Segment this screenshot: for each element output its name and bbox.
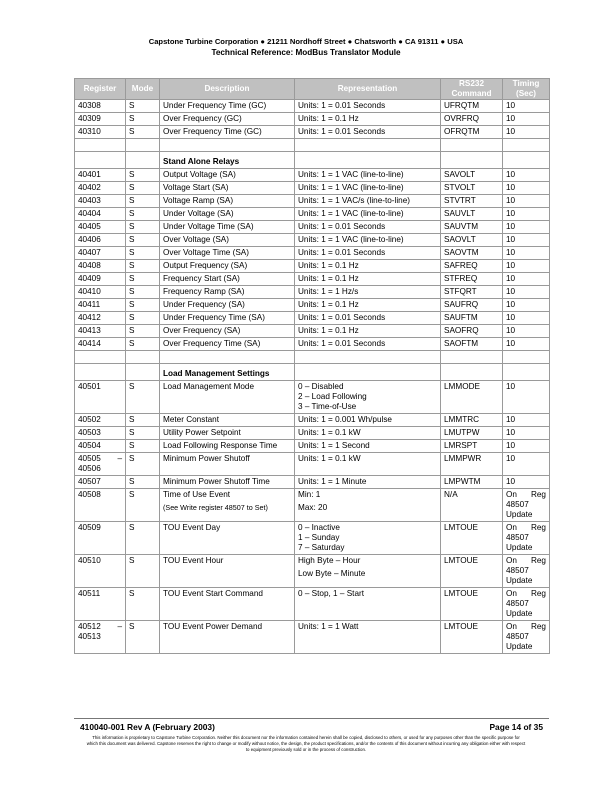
cell-timing: 10 (503, 221, 550, 234)
col-mode: Mode (126, 79, 160, 100)
document-title: Technical Reference: ModBus Translator Module (211, 48, 401, 57)
table-row (75, 312, 550, 325)
cell-command: SAUVTM (441, 221, 503, 234)
cell-register: 40411 (75, 299, 126, 312)
section-row (75, 364, 550, 381)
cell-description: Output Voltage (SA) (160, 169, 295, 182)
cell-register: 40403 (75, 195, 126, 208)
cell-mode: S (126, 312, 160, 325)
section-title: Load Management Settings (160, 364, 295, 381)
cell-timing: 10 (503, 113, 550, 126)
cell-timing: 10 (503, 195, 550, 208)
cell-mode: S (126, 221, 160, 234)
cell-description: Voltage Ramp (SA) (160, 195, 295, 208)
table-row (75, 100, 550, 113)
table-row (75, 338, 550, 351)
table-header-row (75, 79, 550, 100)
cell-command: SAOVTM (441, 247, 503, 260)
table-row: 40507 S Minimum Power Shutoff Time Units: 1 = 1 Minute LMPWTM 10 (75, 476, 550, 489)
cell-representation: Units: 1 = 0.01 Seconds (295, 126, 441, 139)
section-title: Stand Alone Relays (160, 152, 295, 169)
cell-representation: Units: 1 = 0.01 Seconds (295, 312, 441, 325)
cell-timing: 10 (503, 208, 550, 221)
register-table (74, 78, 550, 654)
cell-description: Over Frequency Time (GC) (160, 126, 295, 139)
table-row: 40508 S Time of Use Event (See Write register 48507 to Set) Min: 1 Max: 20 N/A On Reg 48507 Update (75, 489, 550, 522)
cell-representation: Units: 1 = 0.1 Hz (295, 260, 441, 273)
cell-timing: 10 (503, 299, 550, 312)
table-row (75, 195, 550, 208)
cell-timing: 10 (503, 234, 550, 247)
table-row: 40503 S Utility Power Setpoint Units: 1 = 0.1 kW LMUTPW 10 (75, 427, 550, 440)
page-header (0, 37, 612, 59)
cell-description: Output Frequency (SA) (160, 260, 295, 273)
cell-representation: Units: 1 = 1 VAC (line-to-line) (295, 234, 441, 247)
cell-representation: Units: 1 = 1 VAC/s (line-to-line) (295, 195, 441, 208)
cell-command: STVTRT (441, 195, 503, 208)
cell-mode: S (126, 208, 160, 221)
table-row (75, 126, 550, 139)
table-row (75, 247, 550, 260)
cell-description: Under Frequency (SA) (160, 299, 295, 312)
proprietary-notice: This information is proprietary to Capstone Turbine Corporation. Neither this document nor the information contained herein shall be copied, disclosed to others, or used for any purposes other than the specific purpose for which this document was delivered. Capstone reserves the right to change or modify without notice, the design, the product specifications, and/or the contents of this document without incurring any obligation either with respect to equipment previously sold or in the process of construction. (86, 735, 526, 752)
cell-timing: 10 (503, 260, 550, 273)
document-number: 410040-001 Rev A (February 2003) (80, 722, 215, 732)
cell-representation: Units: 1 = 0.1 Hz (295, 299, 441, 312)
cell-register: 40309 (75, 113, 126, 126)
cell-description: Over Frequency (SA) (160, 325, 295, 338)
cell-command: SAUVLT (441, 208, 503, 221)
table-row: 40501 S Load Management Mode 0 – Disabled 2 – Load Following 3 – Time-of-Use LMMODE 10 (75, 381, 550, 414)
cell-register: 40308 (75, 100, 126, 113)
cell-representation: Units: 1 = 1 VAC (line-to-line) (295, 182, 441, 195)
cell-representation: Units: 1 = 0.01 Seconds (295, 247, 441, 260)
table-row (75, 234, 550, 247)
footer-divider (74, 718, 549, 719)
cell-register: 40402 (75, 182, 126, 195)
section-row (75, 152, 550, 169)
cell-mode: S (126, 126, 160, 139)
cell-mode: S (126, 286, 160, 299)
cell-mode: S (126, 234, 160, 247)
cell-command: SAOFRQ (441, 325, 503, 338)
cell-timing: 10 (503, 169, 550, 182)
cell-command: STFQRT (441, 286, 503, 299)
cell-mode: S (126, 260, 160, 273)
cell-mode: S (126, 325, 160, 338)
cell-command: SAFREQ (441, 260, 503, 273)
table-row (75, 286, 550, 299)
cell-mode: S (126, 338, 160, 351)
table-row (75, 182, 550, 195)
cell-timing: 10 (503, 312, 550, 325)
cell-timing: 10 (503, 286, 550, 299)
col-timing: Timing (Sec) (503, 79, 550, 100)
cell-mode: S (126, 182, 160, 195)
table-row (75, 113, 550, 126)
cell-representation: Units: 1 = 0.01 Seconds (295, 100, 441, 113)
cell-timing: 10 (503, 247, 550, 260)
table-row (75, 260, 550, 273)
cell-representation: Units: 1 = 0.01 Seconds (295, 338, 441, 351)
table-row (75, 325, 550, 338)
col-register: Register (75, 79, 126, 100)
table-row (75, 221, 550, 234)
table-row (75, 299, 550, 312)
cell-command: SAOVLT (441, 234, 503, 247)
cell-description: Over Frequency (GC) (160, 113, 295, 126)
cell-representation: Units: 1 = 1 VAC (line-to-line) (295, 208, 441, 221)
rows-top (75, 100, 550, 139)
cell-command: SAUFRQ (441, 299, 503, 312)
table-row: 40509 S TOU Event Day 0 – Inactive 1 – Sunday 7 – Saturday LMTOUE On Reg 48507 Update (75, 522, 550, 555)
cell-mode: S (126, 273, 160, 286)
cell-command: STFREQ (441, 273, 503, 286)
cell-command: SAVOLT (441, 169, 503, 182)
table-row (75, 273, 550, 286)
cell-register: 40401 (75, 169, 126, 182)
cell-register: 40405 (75, 221, 126, 234)
company-address: Capstone Turbine Corporation ● 21211 Nordhoff Street ● Chatsworth ● CA 91311 ● USA (148, 37, 464, 46)
cell-description: Over Voltage Time (SA) (160, 247, 295, 260)
cell-mode: S (126, 299, 160, 312)
blank-row (75, 139, 550, 152)
cell-representation: Units: 1 = 1 Hz/s (295, 286, 441, 299)
cell-description: Under Voltage Time (SA) (160, 221, 295, 234)
table-row: 40510 S TOU Event Hour High Byte – Hour Low Byte – Minute LMTOUE On Reg 48507 Update (75, 555, 550, 588)
cell-representation: Units: 1 = 0.1 Hz (295, 273, 441, 286)
section-standalone (75, 139, 550, 169)
rows-standalone (75, 169, 550, 351)
cell-description: Frequency Ramp (SA) (160, 286, 295, 299)
cell-representation: Units: 1 = 1 VAC (line-to-line) (295, 169, 441, 182)
table-row (75, 169, 550, 182)
cell-mode: S (126, 113, 160, 126)
cell-description: Over Voltage (SA) (160, 234, 295, 247)
col-representation: Representation (295, 79, 441, 100)
section-load (75, 351, 550, 654)
cell-command: SAOFTM (441, 338, 503, 351)
cell-register: 40310 (75, 126, 126, 139)
cell-register: 40414 (75, 338, 126, 351)
col-description: Description (160, 79, 295, 100)
cell-register: 40406 (75, 234, 126, 247)
cell-timing: 10 (503, 325, 550, 338)
page-number: Page 14 of 35 (489, 722, 543, 732)
table-row: 40504 S Load Following Response Time Units: 1 = 1 Second LMRSPT 10 (75, 440, 550, 453)
cell-mode: S (126, 100, 160, 113)
cell-timing: 10 (503, 100, 550, 113)
col-rs232-command: RS232 Command (441, 79, 503, 100)
table-row: 40511 S TOU Event Start Command 0 – Stop, 1 – Start LMTOUE On Reg 48507 Update (75, 588, 550, 621)
cell-timing: 10 (503, 182, 550, 195)
cell-register: 40412 (75, 312, 126, 325)
cell-description: Under Frequency Time (SA) (160, 312, 295, 325)
cell-command: SAUFTM (441, 312, 503, 325)
cell-timing: 10 (503, 126, 550, 139)
cell-representation: Units: 1 = 0.01 Seconds (295, 221, 441, 234)
cell-representation: Units: 1 = 0.1 Hz (295, 113, 441, 126)
cell-description: Under Frequency Time (GC) (160, 100, 295, 113)
cell-description: Voltage Start (SA) (160, 182, 295, 195)
table-row (75, 208, 550, 221)
cell-description: Over Frequency Time (SA) (160, 338, 295, 351)
cell-register: 40404 (75, 208, 126, 221)
cell-mode: S (126, 247, 160, 260)
cell-mode: S (126, 195, 160, 208)
cell-register: 40408 (75, 260, 126, 273)
cell-register: 40410 (75, 286, 126, 299)
cell-timing: 10 (503, 273, 550, 286)
cell-register: 40409 (75, 273, 126, 286)
blank-row (75, 351, 550, 364)
cell-command: OVRFRQ (441, 113, 503, 126)
cell-representation: Units: 1 = 0.1 Hz (295, 325, 441, 338)
cell-command: UFRQTM (441, 100, 503, 113)
cell-timing: 10 (503, 338, 550, 351)
cell-command: STVOLT (441, 182, 503, 195)
table-row: 40502 S Meter Constant Units: 1 = 0.001 Wh/pulse LMMTRC 10 (75, 414, 550, 427)
cell-command: OFRQTM (441, 126, 503, 139)
table-row: 40512 – 40513 S TOU Event Power Demand Units: 1 = 1 Watt LMTOUE On Reg 48507 Update (75, 621, 550, 654)
cell-register: 40407 (75, 247, 126, 260)
cell-description: Frequency Start (SA) (160, 273, 295, 286)
cell-register: 40413 (75, 325, 126, 338)
table-row: 40505 – 40506 S Minimum Power Shutoff Units: 1 = 0.1 kW LMMPWR 10 (75, 453, 550, 476)
cell-description: Under Voltage (SA) (160, 208, 295, 221)
cell-mode: S (126, 169, 160, 182)
